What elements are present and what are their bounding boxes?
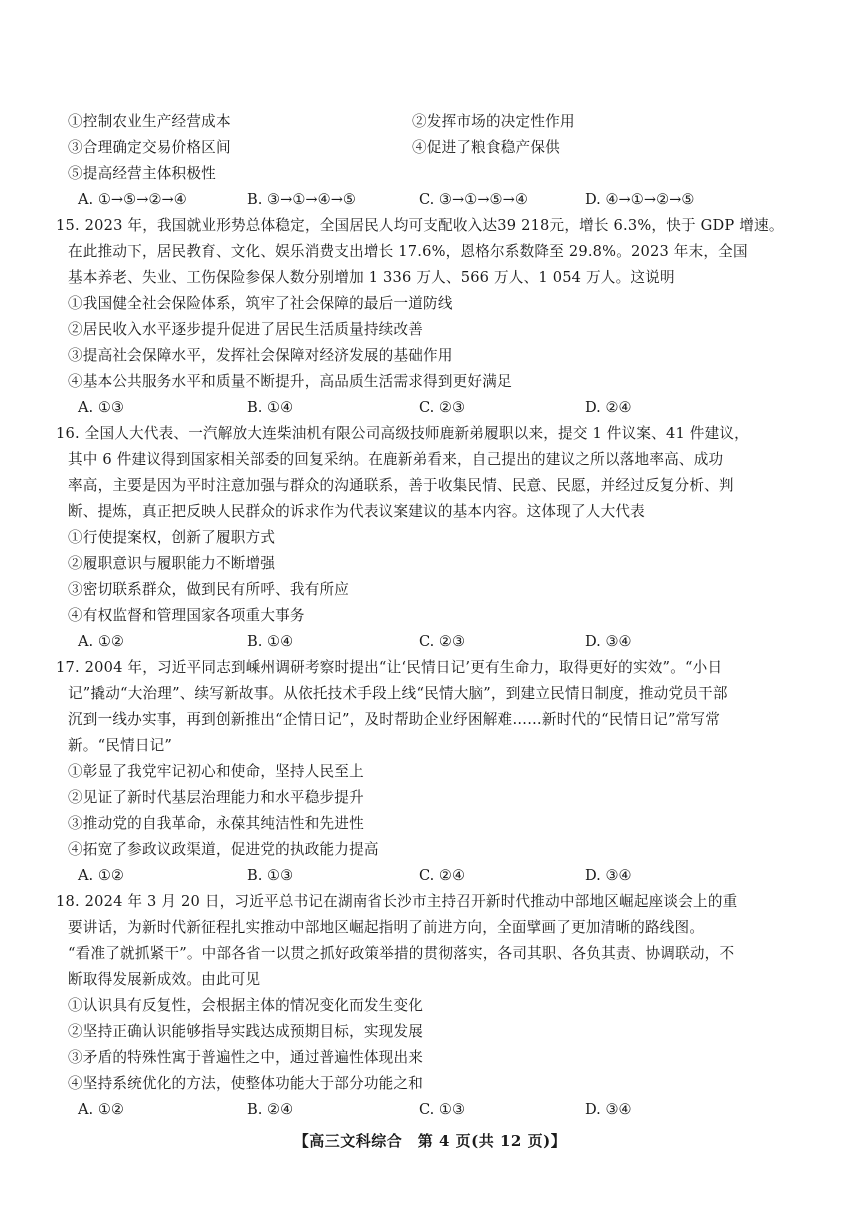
q18-item-3: ③矛盾的特殊性寓于普遍性之中，通过普遍性体现出来 [68, 1049, 424, 1066]
page-footer: 【高三文科综合 第 4 页(共 12 页)】 [293, 1132, 567, 1150]
q17-item-3: ③推动党的自我革命，永葆其纯洁性和先进性 [68, 815, 364, 832]
q15-item-2: ②居民收入水平逐步提升促进了居民生活质量持续改善 [68, 321, 424, 338]
q17-choice-a: A. ①② [78, 867, 124, 884]
q17-stem-3: 沉到一线办实事，再到创新推出“企情日记”，及时帮助企业纾困解难……新时代的“民情日记”常写常 [68, 711, 720, 728]
q18-choice-d: D. ③④ [585, 1101, 632, 1118]
q14-choice-c: C. ③→①→⑤→④ [419, 191, 528, 208]
q14-item-4: ④促进了粮食稳产保供 [412, 139, 560, 156]
q17-stem-2: 记”撬动“大治理”、续写新故事。从依托技术手段上线“民情大脑”，到建立民情日制度，推动党员干部 [68, 685, 728, 702]
q14-item-1: ①控制农业生产经营成本 [68, 113, 231, 130]
q14-choice-a: A. ①→⑤→②→④ [78, 191, 187, 208]
q15-item-3: ③提高社会保障水平，发挥社会保障对经济发展的基础作用 [68, 347, 453, 364]
q16-choice-c: C. ②③ [419, 633, 466, 650]
q15-item-4: ④基本公共服务水平和质量不断提升，高品质生活需求得到更好满足 [68, 373, 512, 390]
q16-stem-3: 率高，主要是因为平时注意加强与群众的沟通联系，善于收集民情、民意、民愿，并经过反复分析、判 [68, 477, 734, 494]
q18-item-2: ②坚持正确认识能够指导实践达成预期目标，实现发展 [68, 1023, 424, 1040]
q18-stem-4: 断取得发展新成效。由此可见 [68, 971, 261, 988]
q17-stem-1: 17. 2004 年，习近平同志到嵊州调研考察时提出“让‘民情日记’更有生命力，取得更好的实效”。“小日 [56, 659, 723, 676]
q15-choice-c: C. ②③ [419, 399, 466, 416]
q15-choice-d: D. ②④ [585, 399, 632, 416]
q17-choice-d: D. ③④ [585, 867, 632, 884]
q15-stem-1: 15. 2023 年，我国就业形势总体稳定，全国居民人均可支配收入达39 218元，增长 6.3%，快于 GDP 增速。 [56, 217, 784, 234]
q16-stem-4: 断、提炼，真正把反映人民群众的诉求作为代表议案建议的基本内容。这体现了人大代表 [68, 503, 645, 520]
q16-choice-b: B. ①④ [247, 633, 294, 650]
q16-item-4: ④有权监督和管理国家各项重大事务 [68, 607, 305, 624]
q15-choice-a: A. ①③ [78, 399, 124, 416]
q16-item-3: ③密切联系群众，做到民有所呼、我有所应 [68, 581, 350, 598]
q18-stem-3: “看准了就抓紧干”。中部各省一以贯之抓好政策举措的贯彻落实，各司其职、各负其责、协调联动，不 [68, 945, 735, 962]
q14-item-2: ②发挥市场的决定性作用 [412, 113, 575, 130]
q16-item-1: ①行使提案权，创新了履职方式 [68, 529, 276, 546]
q17-stem-4: 新。“民情日记” [68, 737, 173, 754]
q16-choice-d: D. ③④ [585, 633, 632, 650]
q17-item-1: ①彰显了我党牢记初心和使命，坚持人民至上 [68, 763, 364, 780]
q14-choice-d: D. ④→①→②→⑤ [585, 191, 695, 208]
q18-item-1: ①认识具有反复性，会根据主体的情况变化而发生变化 [68, 997, 424, 1014]
q17-item-4: ④拓宽了参政议政渠道，促进党的执政能力提高 [68, 841, 379, 858]
q16-item-2: ②履职意识与履职能力不断增强 [68, 555, 276, 572]
q15-item-1: ①我国健全社会保险体系，筑牢了社会保障的最后一道防线 [68, 295, 453, 312]
q14-item-3: ③合理确定交易价格区间 [68, 139, 231, 156]
q17-choice-b: B. ①③ [247, 867, 294, 884]
q15-stem-2: 在此推动下，居民教育、文化、娱乐消费支出增长 17.6%，恩格尔系数降至 29.8%。2023 年末，全国 [68, 243, 748, 260]
q18-stem-1: 18. 2024 年 3 月 20 日，习近平总书记在湖南省长沙市主持召开新时代推动中部地区崛起座谈会上的重 [56, 893, 738, 910]
q16-stem-2: 其中 6 件建议得到国家相关部委的回复采纳。在鹿新弟看来，自己提出的建议之所以落地率高、成功 [68, 451, 724, 468]
q18-stem-2: 要讲话，为新时代新征程扎实推动中部地区崛起指明了前进方向，全面擘画了更加清晰的路线图。 [68, 919, 705, 936]
q17-item-2: ②见证了新时代基层治理能力和水平稳步提升 [68, 789, 364, 806]
q15-stem-3: 基本养老、失业、工伤保险参保人数分别增加 1 336 万人、566 万人、1 054 万人。这说明 [68, 269, 675, 286]
q16-choice-a: A. ①② [78, 633, 124, 650]
q18-item-4: ④坚持系统优化的方法，使整体功能大于部分功能之和 [68, 1075, 424, 1092]
q18-choice-c: C. ①③ [419, 1101, 466, 1118]
q17-choice-c: C. ②④ [419, 867, 466, 884]
q18-choice-a: A. ①② [78, 1101, 124, 1118]
q15-choice-b: B. ①④ [247, 399, 294, 416]
q18-choice-b: B. ②④ [247, 1101, 294, 1118]
q14-choice-b: B. ③→①→④→⑤ [247, 191, 357, 208]
q16-stem-1: 16. 全国人大代表、一汽解放大连柴油机有限公司高级技师鹿新弟履职以来，提交 1 件议案、41 件建议， [56, 425, 749, 442]
q14-item-5: ⑤提高经营主体积极性 [68, 165, 216, 182]
